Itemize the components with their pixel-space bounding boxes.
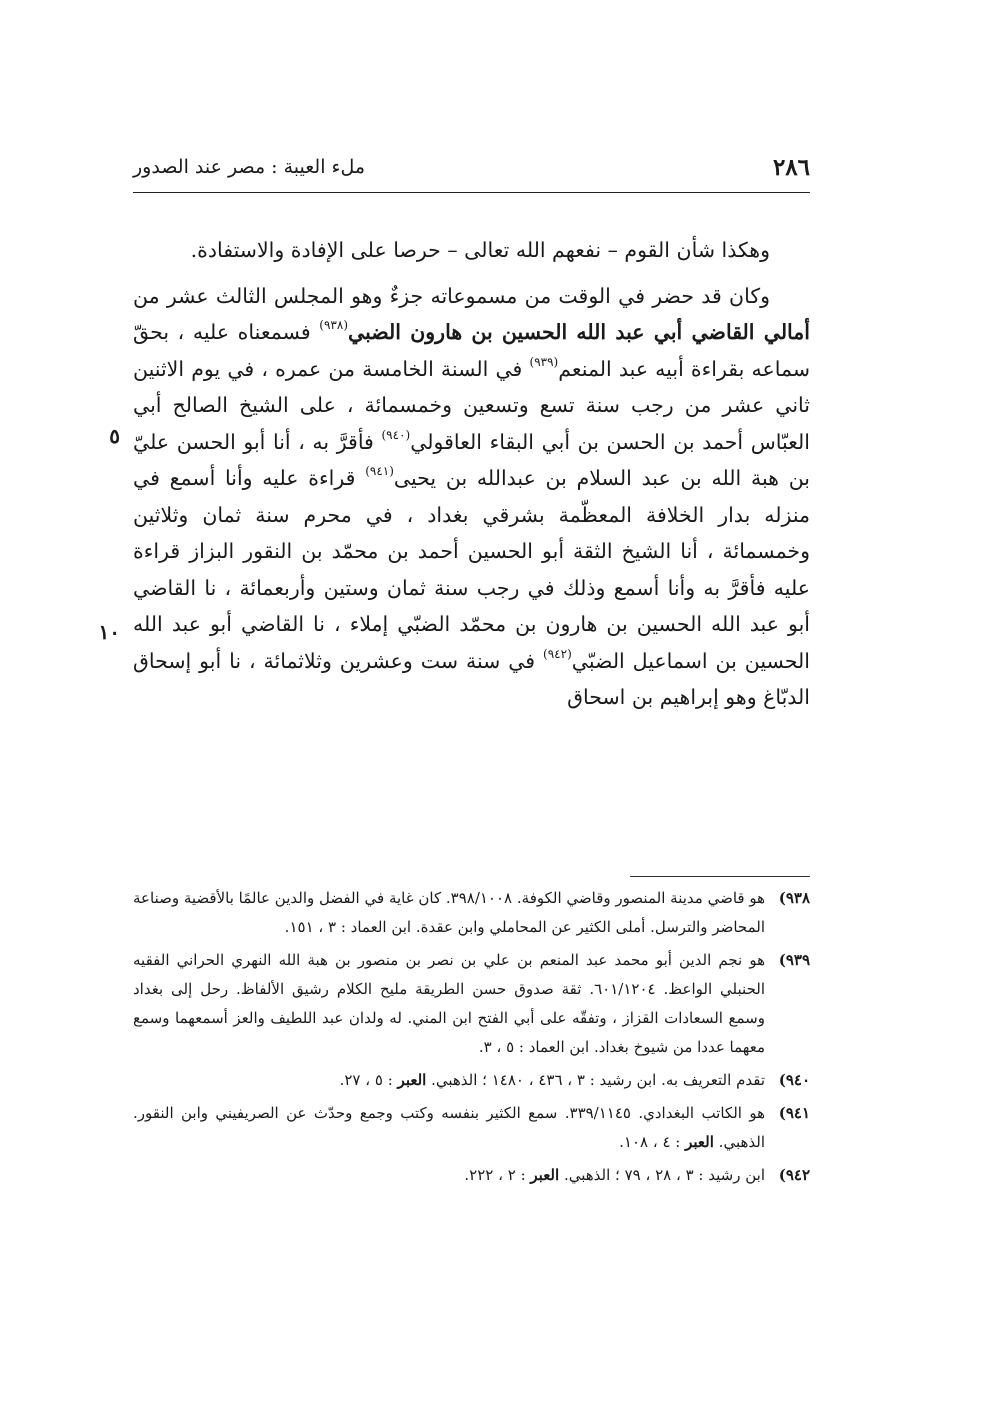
paragraph-2-part-f: في سنة ست وعشرين وثلاثمائة ، نا أبو إسحاق الدبّاغ وهو إبراهيم بن اسحاق [133, 648, 810, 709]
footnote-number: ٩٤٢) [778, 1166, 810, 1184]
footnote-text-a: ابن رشيد : ٣ ، ٢٨ ، ٧٩ ؛ الذهبي. [559, 1166, 765, 1184]
footnotes [133, 884, 810, 1194]
line-number-5: ٥ [109, 424, 120, 448]
footnote-text [133, 1066, 765, 1095]
footnote-text-b: : ٢ ، ٢٢٢. [464, 1166, 531, 1184]
paragraph-2-part-a: وكان قد حضر في الوقت من مسموعاته جزءٌ وهو المجلس الثالث عشر من [133, 283, 770, 308]
footnote-text [133, 1161, 765, 1190]
footnote-text [133, 1099, 765, 1157]
footnote-942 [133, 1161, 810, 1190]
footnote-ref-941: (٩٤١) [365, 464, 394, 479]
book-title-amali: أمالي القاضي أبي عبد الله الحسين بن هارون الضبي [348, 320, 810, 344]
line-number-10: ١٠ [98, 620, 120, 644]
paragraph-2-part-c: في السنة الخامسة من عمره ، في يوم الاثنين ثاني عشر من رجب سنة تسع وتسعين وخمسمائة ، على الشيخ الصالح أبي العبّاس أحمد بن الحسن بن أبي البقاء العاقولي [133, 356, 810, 454]
footnote-ref-939: (٩٣٩) [529, 354, 559, 369]
paragraph-1 [133, 232, 810, 269]
book-title-ibar: العبر [685, 1133, 714, 1151]
footnote-938 [133, 884, 810, 942]
paragraph-2-part-d: فأقرَّ به ، أنا أبو الحسن عليّ بن هبة الله بن عبد السلام بن عبدالله بن يحيى [133, 429, 811, 490]
paragraph-1-text: وهكذا شأن القوم – نفعهم الله تعالى – حرصا على الإفادة والاستفادة. [190, 238, 770, 262]
footnote-text: هو نجم الدين أبو محمد عبد المنعم بن علي بن نصر بن منصور بن هبة الله النهري الحراني الفقيه الحنبلي الواعظ. ٦٠١/١٢٠٤. ثقة صدوق حسن الطريقة مليح الكلام رشيق الألفاظ. رحل إلى بغداد وسمع السعادات القزاز ، وتفقّه على أبي الفتح ابن المني. له ولدان عبد اللطيف والعز أسمعهما وسمع معهما عددا من شيوخ بغداد. ابن العماد : ٥ ، ٣. [133, 951, 765, 1056]
paragraph-2-part-e: قراءة عليه وأنا أسمع في منزله بدار الخلافة المعظّمة بشرقي بغداد ، في محرم سنة ثمان وثلاثين وخمسمائة ، أنا الشيخ الثقة أبو الحسين أحمد بن محمّد بن النقور البزاز قراءة عليه فأقرَّ به وأنا أسمع وذلك في رجب سنة ثمان وستين وأربعمائة ، نا القاضي أبو عبد الله الحسين بن هارون بن محمّد الضبّي إملاء ، نا القاضي أبو عبد الله الحسين بن اسماعيل الضبّي [133, 466, 810, 673]
footnote-941 [133, 1099, 810, 1157]
footnote-940 [133, 1066, 810, 1095]
footnote-number: ٩٤١) [778, 1104, 810, 1122]
header-rule [133, 192, 810, 193]
running-title: ملء العيبة : مصر عند الصدور [133, 156, 366, 178]
footnote-text-b: : ٤ ، ١٠٨. [619, 1133, 686, 1151]
paragraph-2 [133, 278, 810, 716]
footnote-number: ٩٤٠) [778, 1071, 810, 1089]
footnote-ref-940: (٩٤٠) [381, 427, 411, 442]
book-title-ibar: العبر [530, 1166, 560, 1184]
footnote-ref-942: (٩٤٢) [543, 646, 572, 661]
footnote-ref-938: (٩٣٨) [319, 318, 348, 333]
footnote-number: ٩٣٩) [778, 951, 810, 969]
footnote-text-b: : ٥ ، ٢٧. [339, 1071, 398, 1089]
footnote-text-a: تقدم التعريف به. ابن رشيد : ٣ ، ٤٣٦ ، ١٤٨٠ ؛ الذهبي. [426, 1071, 765, 1089]
running-header [133, 148, 810, 192]
main-text [133, 232, 810, 716]
paragraph-2-part-b: فسمعناه عليه ، بحقّ سماعه بقراءة أبيه عبد المنعم [133, 320, 810, 381]
footnote-text-a: هو الكاتب البغدادي. ٣٣٩/١١٤٥. سمع الكثير بنفسه وكتب وجمع وحدّث عن الصريفيني وابن النقور. الذهبي. [133, 1104, 765, 1151]
footnote-rule [630, 876, 810, 877]
page-number: ٢٨٦ [772, 154, 810, 181]
book-title-ibar: العبر [397, 1071, 427, 1089]
footnote-number: ٩٣٨) [778, 889, 810, 907]
footnote-939 [133, 946, 810, 1062]
footnote-text: هو قاضي مدينة المنصور وقاضي الكوفة. ٣٩٨/١٠٠٨. كان غاية في الفضل والدين عالمًا بالأقضية وصناعة المحاضر والترسل. أملى الكثير عن المحاملي وابن عقدة. ابن العماد : ٣ ، ١٥١. [133, 889, 765, 936]
